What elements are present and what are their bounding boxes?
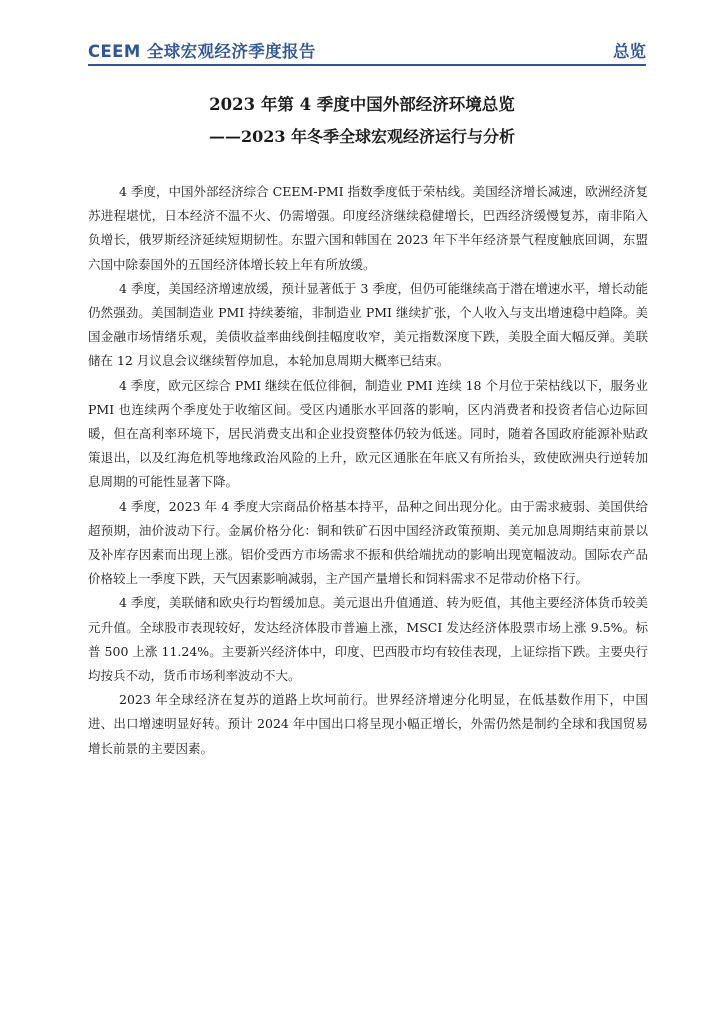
page-header bbox=[88, 36, 646, 66]
paragraph-eurozone: 4 季度，欧元区综合 PMI 继续在低位徘徊，制造业 PMI 连续 18 个月位于荣枯线以下，服务业 PMI 也连续两个季度处于收缩区间。受区内通胀水平回落的影响，区内消费者和投资者信心边际回暖，但在高利率环境下，居民消费支出和企业投资整体仍较为低迷。同时，随着各国政府能源补贴政策退出，以及红海危机等地缘政治风险的上升，欧元区通胀在年底又有所抬头，致使欧洲央行逆转加息周期的可能性显著下降。 bbox=[88, 377, 648, 490]
paragraph-overview: 4 季度，中国外部经济综合 CEEM-PMI 指数季度低于荣枯线。美国经济增长减速，欧洲经济复苏进程堪忧，日本经济不温不火、仍需增强。印度经济继续稳健增长，巴西经济缓慢复苏，南非陷入负增长，俄罗斯经济延续短期韧性。东盟六国和韩国在 2023 年下半年经济景气程度触底回调，东盟六国中除泰国外的五国经济体增长较上年有所放缓。 bbox=[88, 184, 648, 272]
paragraph-us-economy: 4 季度，美国经济增速放缓，预计显著低于 3 季度，但仍可能继续高于潜在增速水平，增长动能仍然强劲。美国制造业 PMI 持续萎缩，非制造业 PMI 继续扩张，个人收入与支出增速稳中趋降。美国金融市场情绪乐观，美债收益率曲线倒挂幅度收窄，美元指数深度下跌，美股全面大幅反弹。美联储在 12 月议息会议继续暂停加息，本轮加息周期大概率已结束。 bbox=[88, 280, 648, 369]
paragraph-outlook: 2023 年全球经济在复苏的道路上坎坷前行。世界经济增速分化明显，在低基数作用下，中国进、出口增速明显好转。预计 2024 年中国出口将呈现小幅正增长，外需仍然是制约全球和我国贸易增长前景的主要因素。 bbox=[88, 692, 648, 756]
paragraph-commodities: 4 季度，2023 年 4 季度大宗商品价格基本持平，品种之间出现分化。由于需求疲弱、美国供给超预期，油价波动下行。金属价格分化：铜和铁矿石因中国经济政策预期、美元加息周期结束前景以及补库存因素而出现上涨。铝价受西方市场需求不振和供给端扰动的影响出现宽幅波动。国际农产品价格较上一季度下跌，天气因素影响减弱，主产国产量增长和饲料需求不足带动价格下行。 bbox=[88, 498, 648, 587]
page-subtitle: ——2023 年冬季全球宏观经济运行与分析 bbox=[208, 127, 516, 146]
report-series-title: CEEM 全球宏观经济季度报告 bbox=[88, 42, 316, 61]
section-label: 总览 bbox=[613, 42, 646, 61]
body-text bbox=[88, 180, 648, 761]
paragraph-financial-markets: 4 季度，美联储和欧央行均暂缓加息。美元退出升值通道、转为贬值，其他主要经济体货币较美元升值。全球股市表现较好，发达经济体股市普遍上涨，MSCI 发达经济体股票市场上涨 9.5%。标普 500 上涨 11.24%。主要新兴经济体中，印度、巴西股市均有较佳表现，上证综指下跌。主要央行均按兵不动，货币市场利率波动不大。 bbox=[88, 595, 648, 684]
page-title: 2023 年第 4 季度中国外部经济环境总览 bbox=[209, 95, 515, 114]
